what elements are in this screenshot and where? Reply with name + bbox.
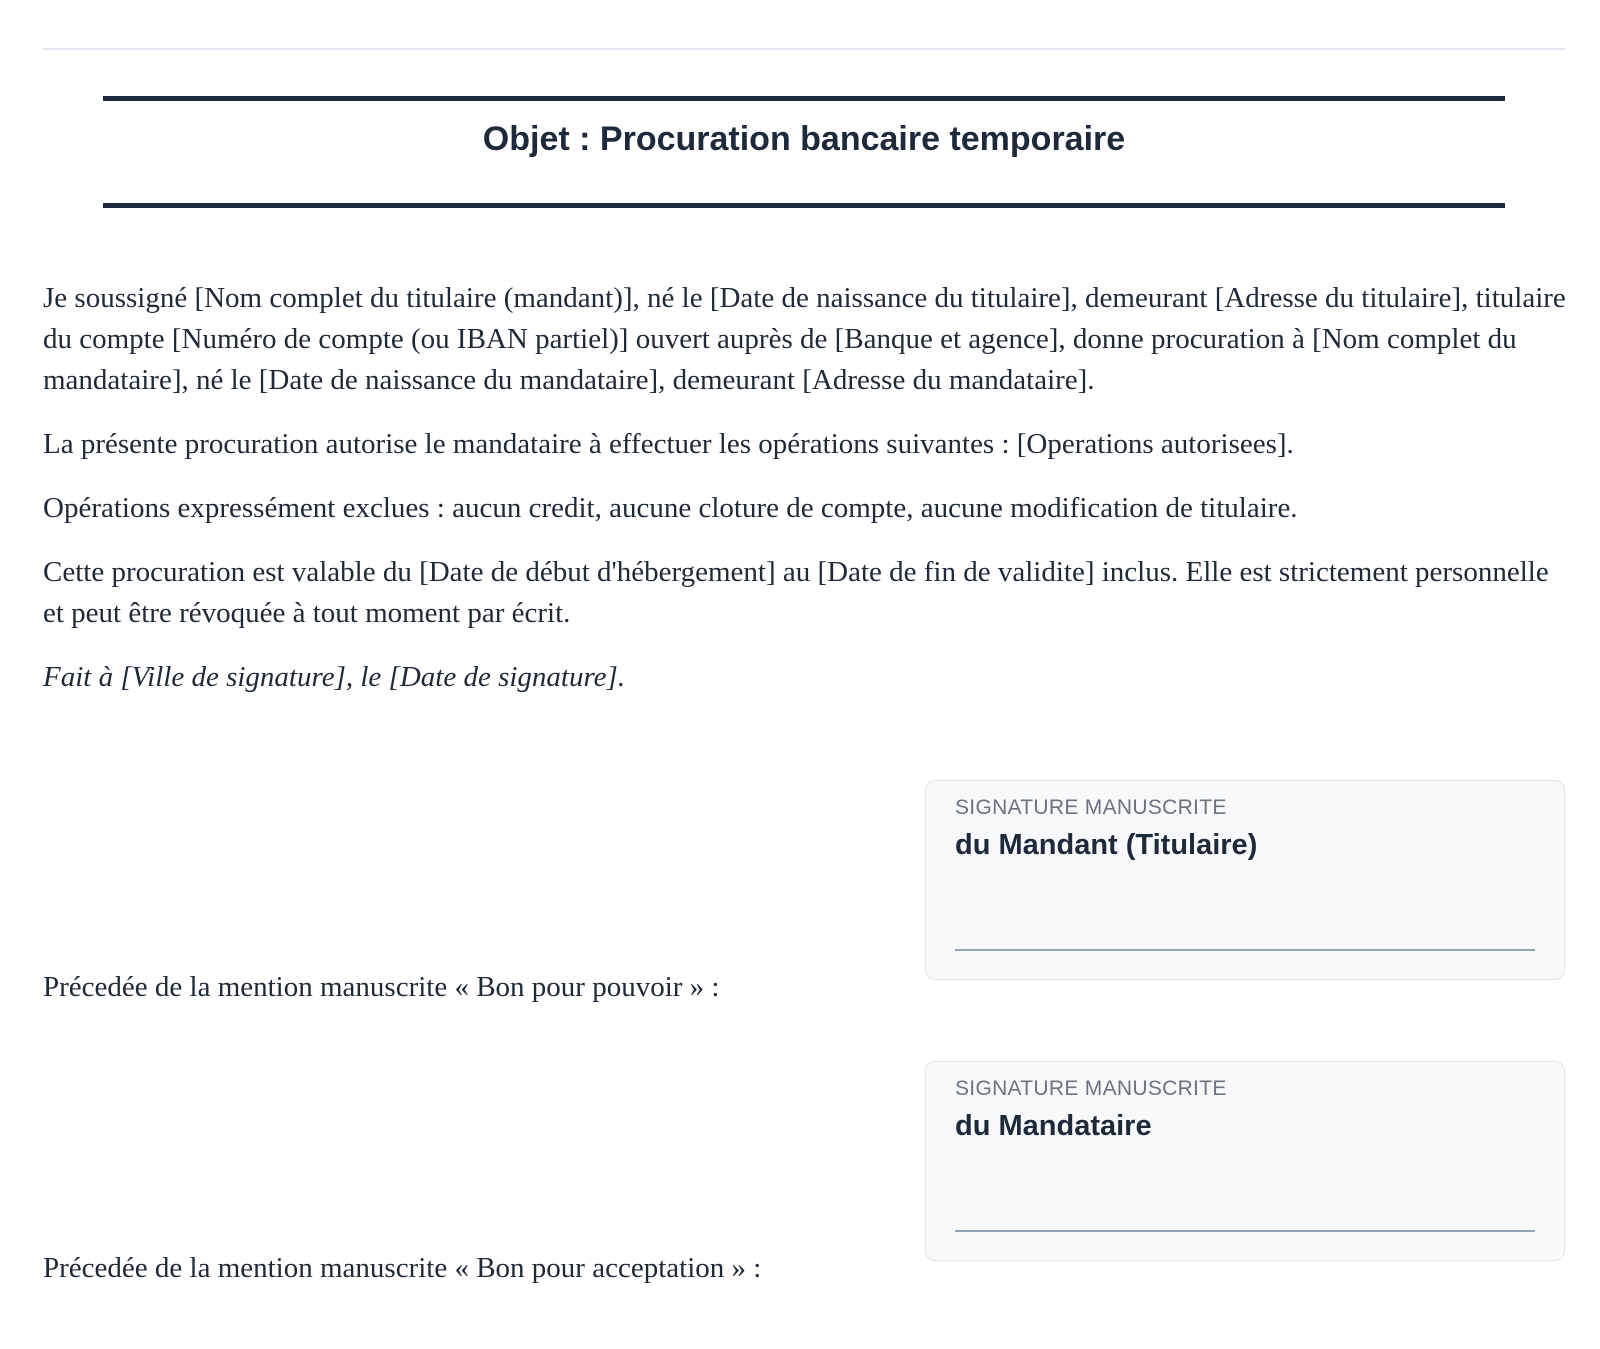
subject-title: Objet : Procuration bancaire temporaire: [482, 120, 1126, 158]
signature-box-mandataire[interactable]: [925, 1061, 1565, 1261]
signature-line: [955, 1230, 1535, 1232]
paragraph-parties: Je soussigné [Nom complet du titulaire (mandant)], né le [Date de naissance du titulaire], demeurant [Adresse du titulaire], titulaire du compte [Numéro de compte (ou IBAN partiel)] ouvert auprès de [Banque et agence], donne procuration à [Nom complet du mandataire], né le [Date de naissance du mandataire], demeurant [Adresse du mandataire].: [43, 282, 1566, 396]
paragraph-authorized-operations: La présente procuration autorise le mandataire à effectuer les opérations suivantes : [Operations autorisees].: [43, 428, 1294, 460]
signature-title: du Mandataire: [955, 1110, 1152, 1142]
signature-box-mandant[interactable]: [925, 780, 1565, 980]
paragraph-excluded-operations: Opérations expressément exclues : aucun credit, aucune cloture de compte, aucune modification de titulaire.: [43, 492, 1298, 524]
letter-body: [43, 278, 1573, 721]
signature-caption: SIGNATURE MANUSCRITE: [955, 796, 1227, 819]
signature-line: [955, 949, 1535, 951]
top-divider: [43, 48, 1565, 50]
closing-place-date: Fait à [Ville de signature], le [Date de signature].: [43, 661, 626, 693]
mention-bon-pour-pouvoir: Précedée de la mention manuscrite « Bon pour pouvoir » :: [43, 971, 720, 1003]
mention-bon-pour-acceptation: Précedée de la mention manuscrite « Bon pour acceptation » :: [43, 1252, 762, 1284]
subject-header: [103, 96, 1505, 208]
signature-title: du Mandant (Titulaire): [955, 829, 1258, 861]
signature-caption: SIGNATURE MANUSCRITE: [955, 1077, 1227, 1100]
paragraph-validity: Cette procuration est valable du [Date de début d'hébergement] au [Date de fin de validite] inclus. Elle est strictement personnelle et peut être révoquée à tout moment par écrit.: [43, 556, 1549, 629]
subject-bottom-rule: [103, 203, 1505, 208]
